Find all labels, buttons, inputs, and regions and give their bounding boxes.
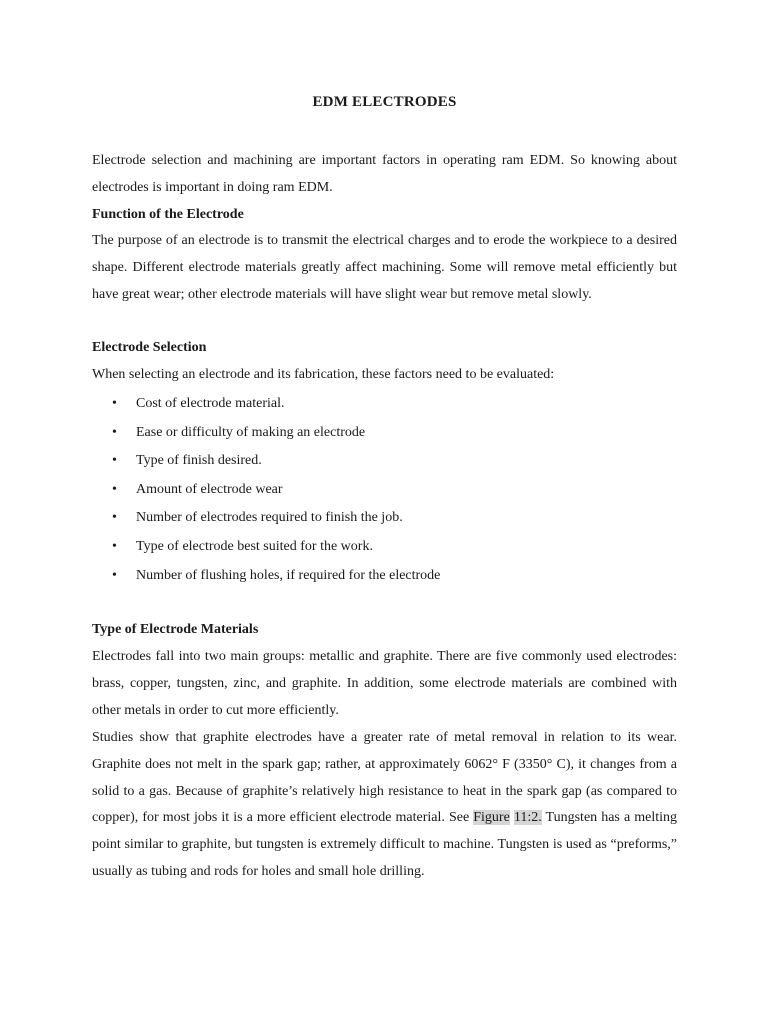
list-item: • Ease or difficulty of making an electrode xyxy=(92,419,677,448)
function-paragraph: The purpose of an electrode is to transmit the electrical charges and to erode the workpiece to a desired shape. Different electrode materials greatly affect machining. Some will remove metal efficiently but have great wear; other electrode materials will have slight wear but remove metal slowly. xyxy=(92,233,677,302)
materials-paragraph-1: Electrodes fall into two main groups: metallic and graphite. There are five commonly used electrodes: brass, copper, tungsten, zinc, and graphite. In addition, some electrode materials are combined with other metals in order to cut more efficiently. xyxy=(92,649,677,718)
list-item: • Type of electrode best suited for the work. xyxy=(92,533,677,562)
bullet-icon: • xyxy=(112,481,117,497)
selection-factors-list xyxy=(92,390,677,590)
list-item: • Cost of electrode material. xyxy=(92,390,677,419)
bullet-icon: • xyxy=(112,424,117,440)
bullet-icon: • xyxy=(112,538,117,554)
section-heading-function: Function of the Electrode xyxy=(92,207,244,222)
materials-paragraph-2: Studies show that graphite electrodes have a greater rate of metal removal in relation to its wear. Graphite does not melt in the spark gap; rather, at approximately 6062° F (3350° C), it changes from a solid to a gas. Because of graphite’s relatively high resistance to heat in the spark gap (as compared to copper), for most jobs it is a more efficient electrode material. See Figure 11:2. Tungsten has a melting point similar to graphite, but tungsten is extremely difficult to machine. Tungsten is used as “preforms,” usually as tubing and rods for holes and small hole drilling. xyxy=(92,730,677,879)
bullet-icon: • xyxy=(112,396,117,411)
bullet-icon: • xyxy=(112,510,117,526)
bullet-icon: • xyxy=(112,567,117,583)
list-item: • Number of electrodes required to finish the job. xyxy=(92,504,677,533)
document-title: EDM ELECTRODES xyxy=(312,94,457,110)
list-item: • Number of flushing holes, if required for the electrode xyxy=(92,562,677,591)
intro-paragraph: Electrode selection and machining are important factors in operating ram EDM. So knowing about electrodes is important in doing ram EDM. xyxy=(92,153,677,195)
figure-reference-link[interactable]: Figure xyxy=(473,810,510,826)
list-item: • Amount of electrode wear xyxy=(92,476,677,505)
section-heading-materials: Type of Electrode Materials xyxy=(92,622,259,637)
list-item: • Type of finish desired. xyxy=(92,447,677,476)
selection-intro: When selecting an electrode and its fabrication, these factors need to be evaluated: xyxy=(92,367,555,382)
figure-number[interactable]: 11:2. xyxy=(513,810,542,826)
section-heading-selection: Electrode Selection xyxy=(92,340,207,355)
bullet-icon: • xyxy=(112,453,117,469)
